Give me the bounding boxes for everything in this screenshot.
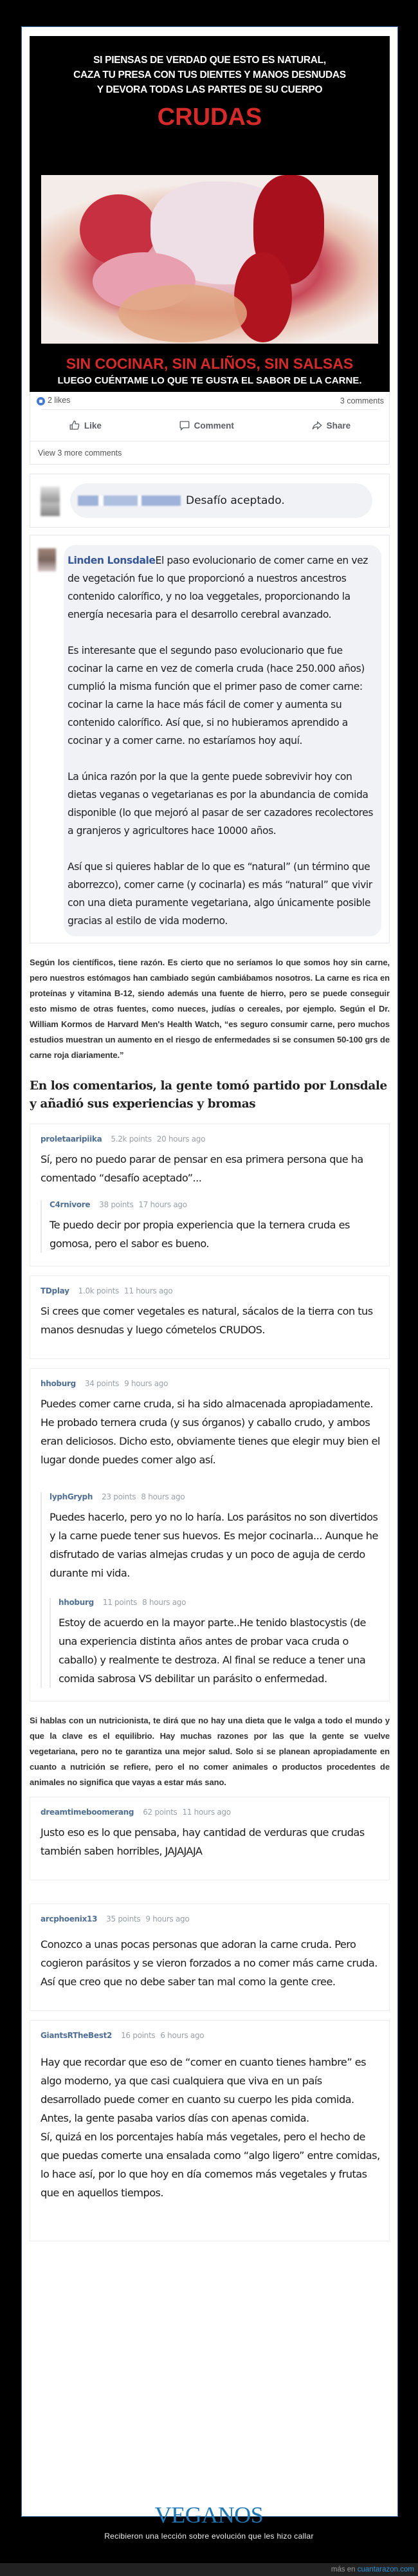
comment-points: 62 points (143, 1808, 177, 1817)
comment-points: 38 points (99, 1200, 134, 1209)
meme-line: CAZA TU PRESA CON TUS DIENTES Y MANOS DESNUDAS (73, 69, 346, 80)
share-icon (311, 420, 323, 431)
footer-prefix: más en (331, 2566, 358, 2573)
comment-username[interactable]: proletaaripiika (41, 1135, 102, 1144)
like-label: Like (84, 420, 102, 431)
meme-headline: CRUDAS (157, 104, 262, 131)
comment-points: 11 points (102, 1598, 138, 1607)
share-button[interactable] (311, 420, 351, 431)
nested-reply (50, 1598, 380, 1688)
comment-body: Te puedo decir por propia experiencia que la ternera cruda es gomosa, pero el sabor es bueno. (50, 1219, 350, 1250)
facebook-post-footer (30, 392, 390, 465)
comment-username[interactable]: dreamtimeboomerang (41, 1808, 134, 1817)
commenter-name[interactable]: Linden Lonsdale (68, 555, 156, 566)
comment-username[interactable]: hhoburg (59, 1598, 94, 1607)
article-paragraph-2: Si hablas con un nutricionista, te dirá que no hay una dieta que le valga a todo el mundo y que la clave es el equilibrio. Hay muchas razones por las que la gente se vuelve vegetariana, pero no te garantiza una mejor salud. Solo si se planean apropiadamente en cuanto a nutrición se refiere, pero el no comer animales o productos procedentes de animales no significa que vayas a estar más sano. (30, 1716, 390, 1787)
comment-body: Si crees que comer vegetales es natural, sácalos de la tierra con tus manos desnudas y luego cómetelos CRUDOS. (41, 1305, 373, 1336)
thumbs-up-icon (69, 420, 80, 431)
comment-username[interactable]: TDplay (41, 1286, 69, 1295)
reply-bubble (70, 483, 372, 518)
comment-card (30, 1797, 390, 1880)
comment-time: 9 hours ago (145, 1914, 190, 1923)
section-heading: En los comentarios, la gente tomó partido por Lonsdale y añadió sus experiencias y bromas (30, 1079, 387, 1111)
like-button[interactable] (69, 420, 102, 431)
comment-time: 6 hours ago (160, 2031, 204, 2040)
comment-body: Sí, pero no puedo parar de pensar en esa primera persona que ha comentado “desafío aceptado”... (41, 1153, 363, 1184)
caption-subtitle: Recibieron una lección sobre evolución que les hizo callar (104, 2532, 314, 2541)
comment-card (30, 1904, 390, 2011)
nested-reply (41, 1492, 380, 1688)
meme-bottom-white-text: LUEGO CUÉNTAME LO QUE TE GUSTA EL SABOR DE LA CARNE. (57, 375, 362, 386)
comment-body: Puedes comer carne cruda, si ha sido almacenada apropiadamente. He probado ternera cruda (y sus órganos) y caballo crudo, y ambos eran deliciosos. Dicho esto, obviamente tienes que elegir muy bien el lugar donde puedes comer algo así. (41, 1398, 380, 1466)
comment-points: 23 points (102, 1492, 136, 1501)
comment-body: Puedes hacerlo, pero yo no lo haría. Los parásitos no son divertidos y la carne puede tener sus huevos. Es mejor cocinarla... Aunque he disfrutado de varias almejas crudas y un poco de aguja de cerdo durante mi vida. (50, 1511, 378, 1579)
likes-label: 2 likes (48, 396, 71, 405)
meme-bottom-red-text: SIN COCINAR, SIN ALIÑOS, SIN SALSAS (66, 355, 354, 372)
comment-time: 17 hours ago (138, 1200, 187, 1209)
share-label: Share (326, 420, 351, 431)
comments-count[interactable]: 3 comments (340, 396, 384, 405)
reply-text: Desafío aceptado. (186, 494, 285, 507)
comment-paragraph: La única razón por la que la gente puede sobrevivir hoy con dietas veganas o vegetarianas es por la abundancia de comida disponible (lo que mejoró al pasar de ser cazadores recolectores a granjeros y agricultores hace 10000 años. (68, 771, 374, 837)
comment-points: 16 points (121, 2031, 156, 2040)
meme-line: Y DEVORA TODAS LAS PARTES DE SU CUERPO (96, 84, 323, 95)
comment-time: 11 hours ago (182, 1808, 231, 1817)
article-paragraph-1: Según los científicos, tiene razón. Es cierto que no seríamos lo que somos hoy sin carne, pero nuestros estómagos han cambiado según cambiábamos nosotros. La carne es rica en proteínas y vitamina B-12, siendo además una fuente de hierro, pero se puede conseguir esto mismo de otras fuentes, como nueces, judías o cereales, por ejemplo. Según el Dr. William Kormos de Harvard Men's Health Watch, “es seguro consumir carne, pero muchos estudios muestran un aumento en el riesgo de enfermedades si se consumen 50-100 grs de carne roja diariamente.” (30, 958, 390, 1060)
linden-comment (30, 535, 390, 943)
comment-body: Justo eso es lo que pensaba, hay cantidad de verduras que crudas también saben horribles, JAJAJAJA (41, 1826, 365, 1857)
comment-time: 8 hours ago (141, 1492, 185, 1501)
comment-body: Hay que recordar que eso de “comer en cuanto tienes hambre” es algo moderno, ya que casi cualquiera que viva en un país desarrollado puede comer en cuanto su cuerpo les pida comida. Antes, la gente pasaba varios días con apenas comida. (41, 2056, 367, 2124)
comment-paragraph: Así que si quieres hablar de lo que es “natural” (un término que aborrezco), comer carne (y cocinarla) es más “natural” que vivir con una dieta puramente vegetariana, algo únicamente posible gracias al estilo de vida moderno. (68, 861, 372, 927)
comment-card (30, 1275, 390, 1359)
comment-card (30, 1368, 390, 1701)
raw-meat-photo (41, 175, 378, 344)
content-panel (30, 36, 390, 2250)
comment-username[interactable]: GiantsRTheBest2 (41, 2031, 113, 2040)
comment-body: Conozco a unas pocas personas que adoran la carne cruda. Pero cogieron parásitos y se vieron forzados a no comer más carne cruda. Así que creo que no debe saber tan mal como la gente cree. (41, 1938, 377, 1988)
comment-button[interactable] (179, 420, 234, 431)
comment-username[interactable]: C4rnivore (50, 1200, 91, 1209)
linden-bubble (64, 545, 381, 936)
post-frame (21, 26, 398, 2517)
comment-label: Comment (194, 420, 234, 431)
comment-card (30, 1124, 390, 1266)
comment-time: 11 hours ago (124, 1286, 173, 1295)
site-link[interactable]: cuantarazon.com (357, 2566, 414, 2573)
like-badge-icon (37, 397, 45, 405)
comment-time: 20 hours ago (156, 1135, 206, 1144)
comment-username[interactable]: lyphGryph (50, 1492, 93, 1501)
comment-body: Estoy de acuerdo en la mayor parte..He tenido blastocystis (de una experiencia distinta años antes de probar vaca cruda o caballo) y realmente te destroza. Al final se reduce a tener una comida sabrosa VS debilitar un parásito o enfermedad. (59, 1617, 366, 1685)
comment-username[interactable]: hhoburg (41, 1379, 76, 1388)
comment-body: Sí, quizá en los porcentajes había más vegetales, pero el hecho de que puedas comerte una ensalada como “algo ligero” entre comidas, lo hace así, por lo que hoy en día comemos más vegetales y frutas que en aquellos tiempos. (41, 2131, 380, 2199)
blurred-username (78, 496, 181, 506)
comment-points: 35 points (106, 1914, 141, 1923)
comment-card (30, 2020, 390, 2241)
footer-bar (0, 2563, 418, 2576)
comment-paragraph: Es interesante que el segundo paso evolucionario que fue cocinar la carne en vez de comerla cruda (hace 250.000 años) cumplió la misma función que el primer paso de comer carne: cocinar la carne la hace más fácil de comer y aumenta su contenido calorífico. Así que, si no hubieramos aprendido a cocinar y a comer carne. no estaríamos hoy aquí. (68, 645, 365, 746)
comment-paragraph: El paso evolucionario de comer carne en vez de vegetación fue lo que proporcionó a nuestros ancestros contenido calorífico, y no loa veggetales, proporcionando la energía necesaria para el desarrollo cerebral avanzado. (68, 555, 368, 620)
comment-points: 34 points (84, 1379, 120, 1388)
commenter-avatar (38, 548, 56, 571)
blurred-avatar (41, 486, 60, 516)
meme-line: SI PIENSAS DE VERDAD QUE ESTO ES NATURAL, (93, 55, 326, 66)
likes-count[interactable] (37, 396, 70, 405)
view-more-comments-link[interactable]: View 3 more comments (30, 441, 389, 464)
comment-time: 8 hours ago (142, 1598, 186, 1607)
comment-points: 5.2k points (111, 1135, 152, 1144)
comment-time: 9 hours ago (124, 1379, 168, 1388)
comment-icon (179, 420, 190, 431)
reply-comment (30, 474, 390, 528)
caption-title: VEGANOS (154, 2502, 264, 2528)
meme-image (30, 36, 390, 392)
comment-username[interactable]: arcphoenix13 (41, 1914, 98, 1923)
nested-reply (41, 1200, 380, 1253)
meme-top-text (30, 53, 390, 97)
comment-points: 1.0k points (78, 1286, 120, 1295)
